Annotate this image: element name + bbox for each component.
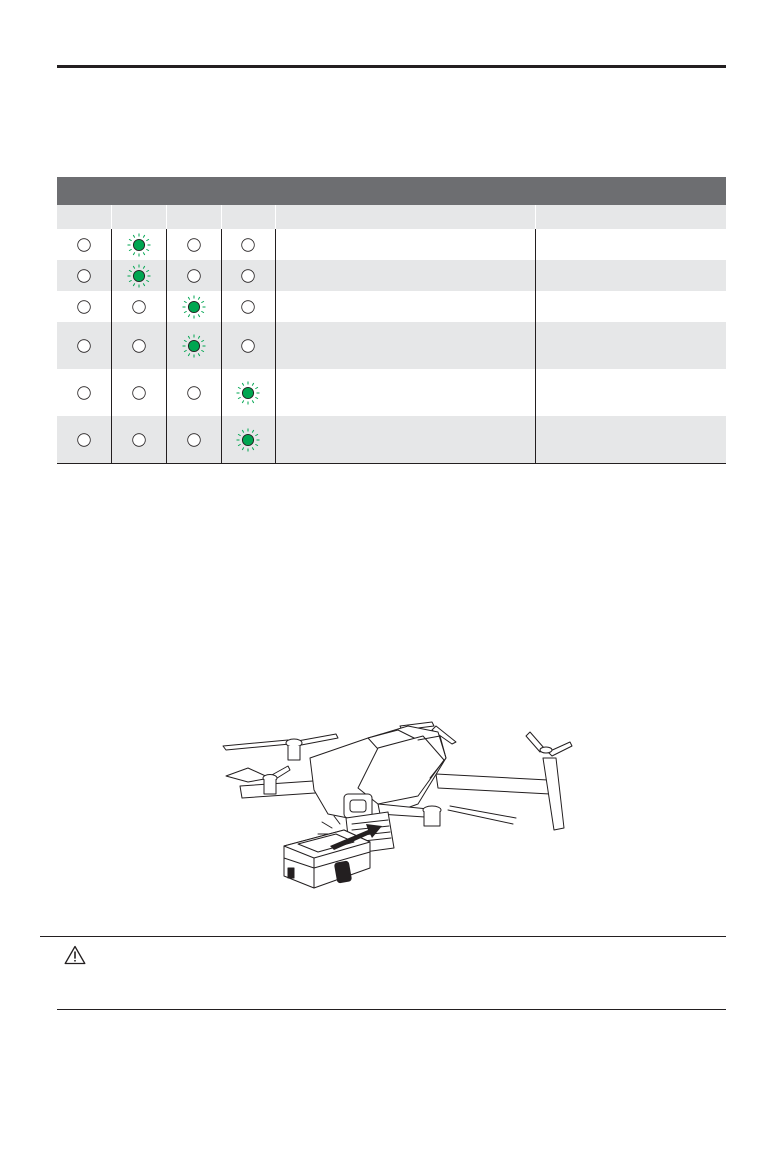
battery-level-cell bbox=[535, 369, 726, 416]
led-blinking-green-icon bbox=[126, 263, 152, 289]
led-cell-3 bbox=[166, 229, 221, 260]
battery-led-table bbox=[57, 177, 726, 464]
led-off-icon bbox=[235, 232, 261, 258]
led-cell-3 bbox=[166, 416, 221, 464]
led-off-icon bbox=[181, 232, 207, 258]
column-header-description bbox=[275, 205, 535, 229]
led-cell-3 bbox=[166, 369, 221, 416]
led-cell-1 bbox=[57, 229, 111, 260]
led-blinking-green-icon bbox=[181, 333, 207, 359]
led-cell-1 bbox=[57, 322, 111, 369]
led-off-icon bbox=[71, 263, 97, 289]
table-row bbox=[57, 260, 726, 291]
battery-level-cell bbox=[535, 229, 726, 260]
led-off-icon bbox=[181, 380, 207, 406]
led-off-icon bbox=[71, 294, 97, 320]
table-row bbox=[57, 229, 726, 260]
led-off-icon bbox=[126, 380, 152, 406]
column-header-led1 bbox=[57, 205, 111, 229]
led-cell-3 bbox=[166, 260, 221, 291]
led-cell-2 bbox=[111, 416, 166, 464]
led-off-icon bbox=[181, 427, 207, 453]
battery-level-cell bbox=[535, 291, 726, 322]
led-cell-1 bbox=[57, 369, 111, 416]
led-cell-4 bbox=[221, 260, 275, 291]
led-off-icon bbox=[71, 380, 97, 406]
led-description-cell bbox=[275, 416, 535, 464]
battery-level-cell bbox=[535, 322, 726, 369]
warning-triangle-icon bbox=[64, 945, 86, 965]
led-cell-1 bbox=[57, 291, 111, 322]
led-description-cell bbox=[275, 260, 535, 291]
led-off-icon bbox=[71, 232, 97, 258]
drone-battery-insertion-illustration bbox=[218, 718, 578, 898]
caution-box-top-rule bbox=[40, 936, 726, 937]
led-cell-4 bbox=[221, 229, 275, 260]
led-off-icon bbox=[71, 333, 97, 359]
table-column-header-row bbox=[57, 205, 726, 229]
led-off-icon bbox=[235, 263, 261, 289]
column-header-led4 bbox=[221, 205, 275, 229]
led-blinking-green-icon bbox=[126, 232, 152, 258]
led-blinking-green-icon bbox=[235, 380, 261, 406]
column-header-level bbox=[535, 205, 726, 229]
table-title-bar bbox=[57, 177, 726, 205]
led-off-icon bbox=[126, 427, 152, 453]
led-cell-3 bbox=[166, 291, 221, 322]
column-header-led3 bbox=[166, 205, 221, 229]
header-rule bbox=[57, 65, 726, 68]
table-row bbox=[57, 322, 726, 369]
led-cell-2 bbox=[111, 291, 166, 322]
led-blinking-green-icon bbox=[235, 427, 261, 453]
led-off-icon bbox=[126, 294, 152, 320]
led-description-cell bbox=[275, 322, 535, 369]
led-off-icon bbox=[71, 427, 97, 453]
led-cell-2 bbox=[111, 229, 166, 260]
led-description-cell bbox=[275, 369, 535, 416]
led-cell-4 bbox=[221, 369, 275, 416]
led-cell-1 bbox=[57, 416, 111, 464]
table-row bbox=[57, 291, 726, 322]
led-cell-1 bbox=[57, 260, 111, 291]
led-off-icon bbox=[126, 333, 152, 359]
led-cell-4 bbox=[221, 322, 275, 369]
led-description-cell bbox=[275, 229, 535, 260]
table-body bbox=[57, 229, 726, 464]
table-row bbox=[57, 416, 726, 464]
led-off-icon bbox=[235, 333, 261, 359]
battery-level-cell bbox=[535, 416, 726, 464]
led-cell-3 bbox=[166, 322, 221, 369]
led-cell-4 bbox=[221, 416, 275, 464]
led-cell-4 bbox=[221, 291, 275, 322]
led-description-cell bbox=[275, 291, 535, 322]
battery-level-cell bbox=[535, 260, 726, 291]
caution-box-bottom-rule bbox=[57, 1009, 726, 1010]
led-cell-2 bbox=[111, 260, 166, 291]
led-off-icon bbox=[235, 294, 261, 320]
led-blinking-green-icon bbox=[181, 294, 207, 320]
table-row bbox=[57, 369, 726, 416]
column-header-led2 bbox=[111, 205, 166, 229]
led-cell-2 bbox=[111, 369, 166, 416]
led-cell-2 bbox=[111, 322, 166, 369]
led-off-icon bbox=[181, 263, 207, 289]
